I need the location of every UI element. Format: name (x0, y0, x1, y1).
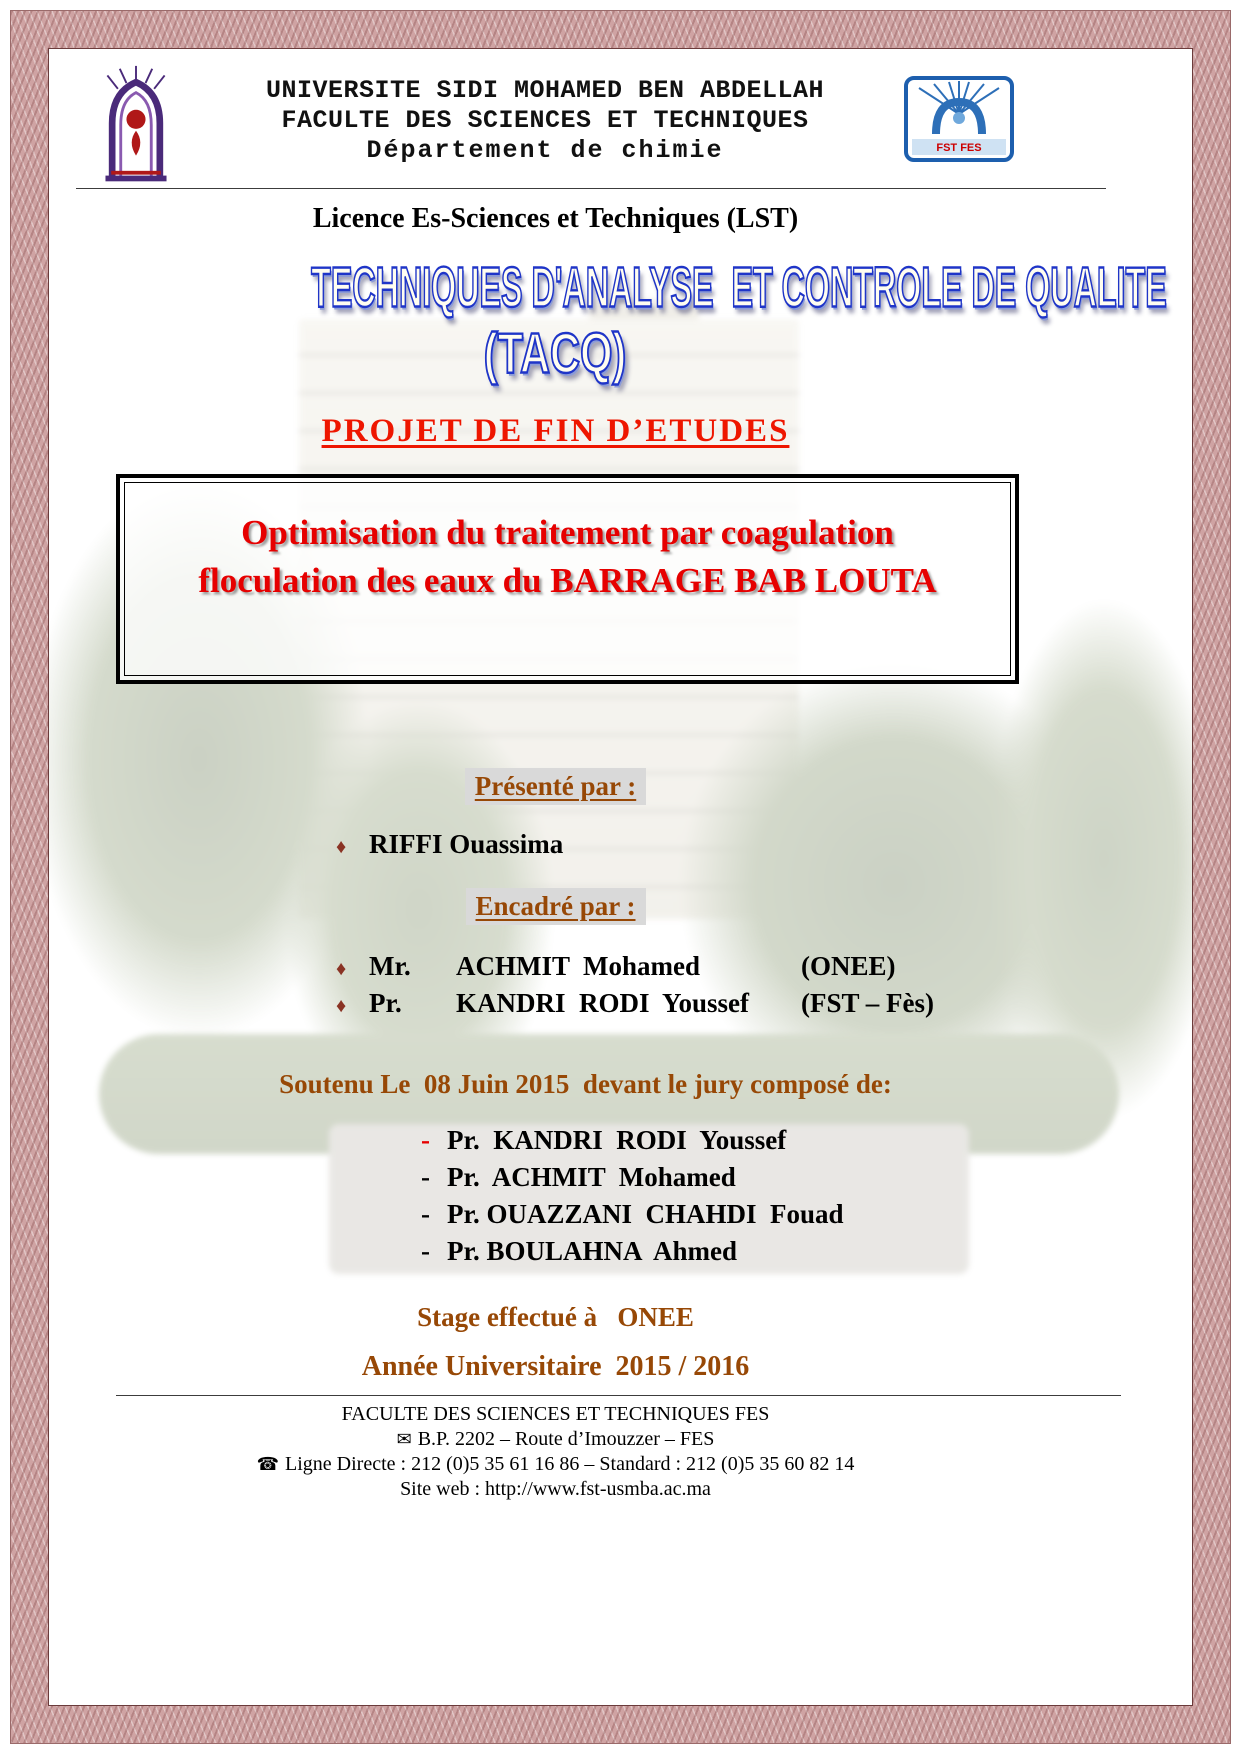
wordart-title-line1 (49, 256, 1167, 320)
supervisor-row (49, 951, 1192, 982)
jury-member-row (421, 1122, 1192, 1159)
fst-fes-logo-emblem (904, 76, 1014, 162)
thesis-title-line1: Optimisation du traitement par coagulation (241, 513, 894, 552)
supervised-by-label: Encadré par : (466, 888, 646, 925)
footer-phone-numbers: Ligne Directe : 212 (0)5 35 61 16 86 – Standard : 212 (0)5 35 60 82 14 (285, 1453, 855, 1475)
program-title: Licence Es-Sciences et Techniques (LST) (312, 203, 799, 234)
footer-faculty-name: FACULTE DES SCIENCES ET TECHNIQUES FES (341, 1403, 770, 1425)
footer (49, 1402, 1062, 1502)
footer-address-line (49, 1427, 1062, 1452)
supervisor-affiliation: (FST – Fès) (801, 988, 934, 1018)
header-divider (76, 188, 1106, 189)
presented-by-row (49, 768, 1062, 805)
supervisor-affiliation: (ONEE) (801, 951, 896, 981)
document-page (48, 48, 1193, 1706)
wordart-title-line2 (49, 322, 1062, 386)
university-logo-emblem (86, 64, 186, 188)
jury-member-row (421, 1233, 1192, 1270)
list-dash: - (421, 1199, 430, 1229)
project-heading-text: PROJET DE FIN D’ETUDES (321, 413, 790, 449)
header (49, 49, 1192, 188)
fst-fes-logo-label: FST FES (936, 142, 982, 154)
mail-icon: ✉ (396, 1429, 412, 1449)
presented-by-label: Présenté par : (465, 768, 646, 805)
jury-member-row (421, 1159, 1192, 1196)
diamond-bullet-icon: ♦ (336, 836, 347, 858)
jury-list (421, 1122, 1192, 1270)
diamond-bullet-icon: ♦ (336, 995, 347, 1017)
footer-phone-line (49, 1452, 1062, 1477)
thesis-title-line2: floculation des eaux du BARRAGE BAB LOUTA (198, 561, 937, 600)
jury-member-name: Pr. ACHMIT Mohamed (447, 1162, 736, 1192)
university-logo (86, 64, 186, 188)
jury-member-row (421, 1196, 1192, 1233)
supervisor-name: ACHMIT Mohamed (456, 951, 701, 981)
supervisor-title: Pr. (369, 988, 402, 1018)
faculty-name: FACULTE DES SCIENCES ET TECHNIQUES (281, 106, 809, 135)
footer-address: B.P. 2202 – Route d’Imouzzer – FES (417, 1428, 715, 1450)
university-name: UNIVERSITE SIDI MOHAMED BEN ABDELLAH (265, 76, 825, 105)
wordart-text: TECHNIQUES D'ANALYSE ET CONTROLE DE QUALITE (311, 256, 1167, 320)
project-heading (49, 413, 1062, 450)
supervised-by-row (49, 888, 1062, 925)
defense-line: Soutenu Le 08 Juin 2015 devant le jury composé de: (279, 1069, 892, 1099)
thesis-title-box (116, 474, 1019, 684)
supervisor-row (49, 988, 1192, 1019)
supervisor-name: KANDRI RODI Youssef (456, 988, 750, 1018)
list-dash: - (421, 1125, 430, 1155)
jury-member-name: Pr. BOULAHNA Ahmed (447, 1236, 738, 1266)
footer-divider (116, 1395, 1121, 1396)
department-name: Département de chimie (366, 136, 724, 165)
wordart-text: (TACQ) (484, 322, 627, 386)
diamond-bullet-icon: ♦ (336, 958, 347, 980)
fst-fes-logo (904, 76, 1014, 162)
institution-heading (186, 64, 904, 166)
supervisor-title: Mr. (369, 951, 411, 981)
list-dash: - (421, 1162, 430, 1192)
phone-icon: ☎ (256, 1454, 280, 1474)
thesis-title-box-inner (124, 482, 1011, 676)
presenter-row (49, 829, 1192, 860)
footer-website: Site web : http://www.fst-usmba.ac.ma (400, 1478, 711, 1500)
presenter-name: RIFFI Ouassima (369, 829, 564, 859)
academic-year: Année Universitaire 2015 / 2016 (361, 1351, 750, 1382)
jury-member-name: Pr. OUAZZANI CHAHDI Fouad (447, 1199, 844, 1229)
internship-line: Stage effectué à ONEE (417, 1302, 694, 1332)
list-dash: - (421, 1236, 430, 1266)
jury-member-name: Pr. KANDRI RODI Youssef (447, 1125, 787, 1155)
